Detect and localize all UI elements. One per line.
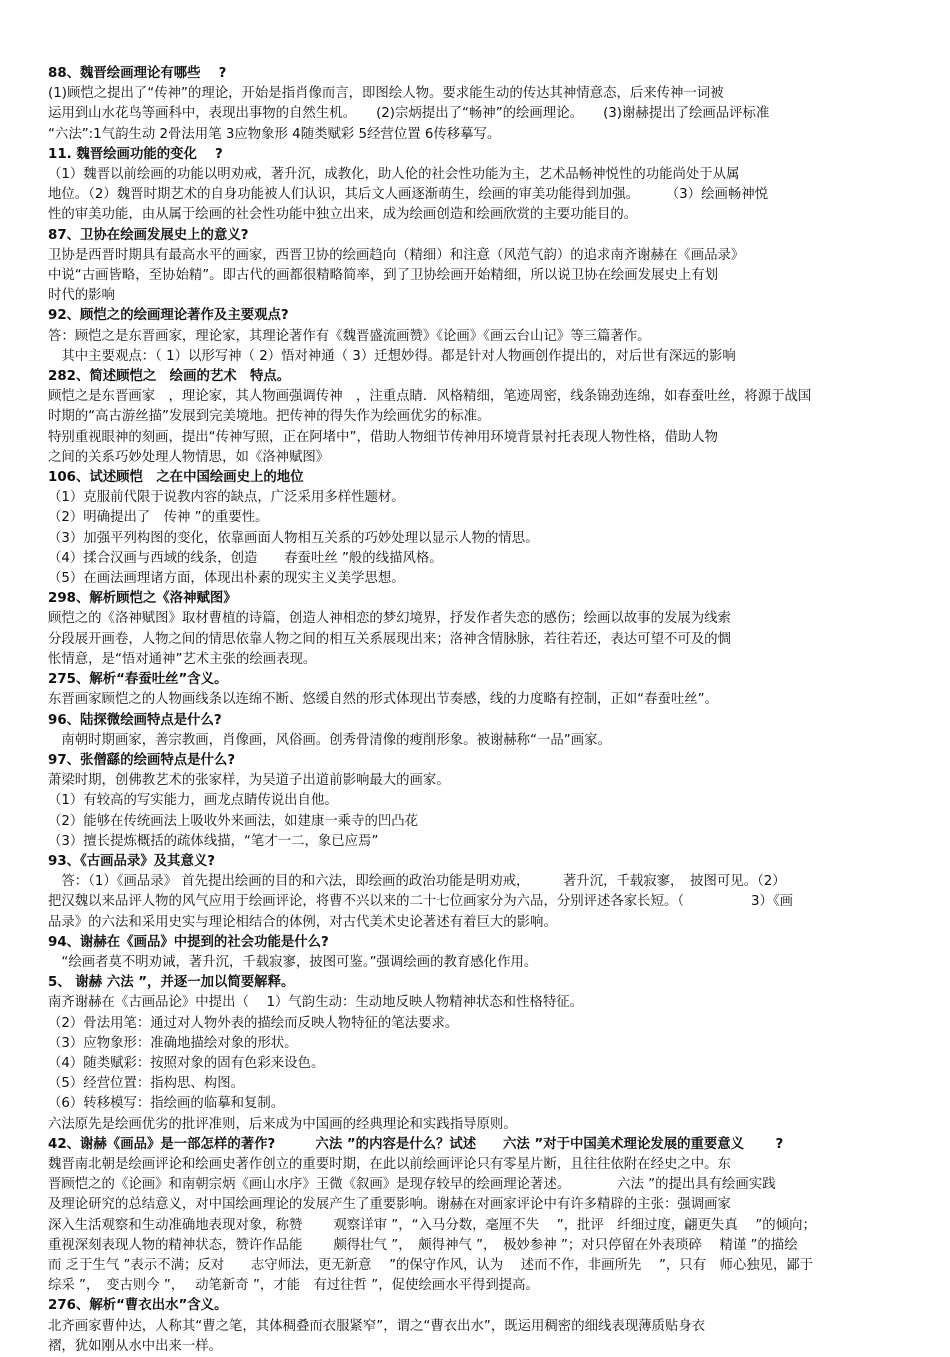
question-heading: 275、解析“春蚕吐丝”含义。 <box>48 672 228 688</box>
question-heading: 93、《古画品录》及其意义? <box>48 853 215 869</box>
body-text-line: （1）有较高的写实能力，画龙点睛传说出自他。 <box>48 793 338 809</box>
body-text-line: 分段展开画卷，人物之间的情思依靠人物之间的相互关系展现出来；洛神含情脉脉，若往若还，表达可望不可及的惆 <box>48 631 731 647</box>
question-heading: 42、谢赫《画品》是一部怎样的著作? 六法 ”的内容是什么？试述 六法 ”对于中国美术理论发展的重要意义 ? <box>48 1136 784 1152</box>
body-text-line: 性的审美功能，由从属于绘画的社会性功能中独立出来，成为绘画创造和绘画欣赏的主要功能目的。 <box>48 207 638 223</box>
question-heading: 96、陆探微绘画特点是什么? <box>48 712 222 728</box>
body-text-line: 而 乏于生气 ”表示不满；反对 志守师法，更无新意 ”的保守作风，认为 述而不作，非画所先 ”，只有 师心独见，鄙于 <box>48 1257 814 1273</box>
body-text-line: 六法原先是绘画优劣的批评准则，后来成为中国画的经典理论和实践指导原则。 <box>48 1116 517 1132</box>
question-heading: 92、顾恺之的绘画理论著作及主要观点? <box>48 308 289 324</box>
body-text-line: 之间的关系巧妙处理人物情思，如《洛神赋图》 <box>48 449 330 465</box>
body-text-line: （3）擅长提炼概括的疏体线描，“笔才一二，象已应焉” <box>48 833 379 849</box>
question-heading: 106、试述顾恺 之在中国绘画史上的地位 <box>48 470 304 486</box>
body-text-line: 晋顾恺之的《论画》和南朝宗炳《画山水序》王微《叙画》是现存较早的绘画理论著述。 六法 ”的提出具有绘画实践 <box>48 1177 776 1193</box>
body-text-line: 魏晋南北朝是绘画评论和绘画史著作创立的重要时期，在此以前绘画评论只有零星片断，且往往依附在经史之中。东 <box>48 1156 731 1172</box>
question-heading: 94、谢赫在《画品》中提到的社会功能是什么? <box>48 934 329 950</box>
question-heading: 282、简述顾恺之 绘画的艺术 特点。 <box>48 369 291 385</box>
body-text-line: (1)顾恺之提出了“传神”的理论，开始是指肖像而言，即图绘人物。要求能生动的传达其神情意态，后来传神一词被 <box>48 86 724 102</box>
body-text-line: 怅情意，是“悟对通神”艺术主张的绘画表现。 <box>48 651 317 667</box>
body-text-line: （1）魏晋以前绘画的功能以明劝戒，著升沉，成教化，助人伦的社会性功能为主，艺术品畅神悦性的功能尚处于从属 <box>48 167 740 183</box>
body-text-line: 南朝时期画家，善宗教画，肖像画，风俗画。创秀骨清像的瘦削形象。被谢赫称“一品”画家。 <box>48 732 611 748</box>
body-text-line: 中说“古画皆略，至协始精”。即古代的画都很精略简率，到了卫协绘画开始精细，所以说卫协在绘画发展史上有划 <box>48 268 719 284</box>
body-text-line: 及理论研究的总结意义，对中国绘画理论的发展产生了重要影响。谢赫在对画家评论中有许多精辟的主张：强调画家 <box>48 1197 731 1213</box>
body-text-line: 顾恺之是东晋画家 ，理论家，其人物画强调传神 ，注重点睛．风格精细，笔迹周密，线条锦劲连绵，如春蚕吐丝，将源于战国 <box>48 389 812 405</box>
body-text-line: 把汉魏以来品评人物的风气应用于绘画评论，将曹不兴以来的二十七位画家分为六品，分别评述各家长短。（ 3）《画 <box>48 894 793 910</box>
body-text-line: （2）明确提出了 传神 ”的重要性。 <box>48 510 269 526</box>
body-text-line: 答：（1）《画品录》 首先提出绘画的目的和六法，即绘画的政治功能是明劝戒， 著升沉，千载寂寥， 披图可见。（2） <box>48 874 786 890</box>
body-text-line: （2）骨法用笔：通过对人物外表的描绘而反映人物特征的笔法要求。 <box>48 1015 459 1031</box>
body-text-line: （4）随类赋彩：按照对象的固有色彩来设色。 <box>48 1055 325 1071</box>
body-text-line: 深入生活观察和生动准确地表现对象，称赞 观察详审 ”，“入马分数，毫厘不失 ”，批评 纤细过度，翩更失真 ”的倾向； <box>48 1217 816 1233</box>
body-text-line: 答：顾恺之是东晋画家，理论家，其理论著作有《魏晋盛流画赞》《论画》《画云台山记》等三篇著作。 <box>48 328 651 344</box>
body-text-line: （5）经营位置：指构思、构图。 <box>48 1076 244 1092</box>
body-text-line: 时代的影响 <box>48 288 115 304</box>
body-text-line: 卫协是西晋时期具有最高水平的画家，西晋卫协的绘画趋向（精细）和注意（风范气韵）的追求南齐谢赫在《画品录》 <box>48 247 745 263</box>
question-heading: 87、卫协在绘画发展史上的意义? <box>48 227 249 243</box>
body-text-line: “绘画者莫不明劝诫，著升沉，千载寂寥，披图可鉴。”强调绘画的教育感化作用。 <box>48 954 538 970</box>
body-text-line: 品录》的六法和采用史实与理论相结合的体例，对古代美术史论著述有着巨大的影响。 <box>48 914 557 930</box>
question-heading: 97、张僧繇的绘画特点是什么? <box>48 752 236 768</box>
body-text-line: （5）在画法画理诸方面，体现出朴素的现实主义美学思想。 <box>48 571 405 587</box>
question-heading: 5、 谢赫 六法 ”，并逐一加以简要解释。 <box>48 975 295 991</box>
question-heading: 298、解析顾恺之《洛神赋图》 <box>48 591 237 607</box>
body-text-line: （1）克服前代限于说教内容的缺点，广泛采用多样性题材。 <box>48 490 405 506</box>
body-text-line: 萧梁时期，创佛教艺术的张家样，为吴道子出道前影响最大的画家。 <box>48 773 450 789</box>
body-text-line: 重视深刻表现人物的精神状态，赞许作品能 颇得壮气 ”， 颇得神气 ”， 极妙参神 ”；对只停留在外表琐碎 精谨 ”的描绘 <box>48 1237 798 1253</box>
body-text-line: 北齐画家曹仲达，人称其“曹之笔，其体稠叠而衣服紧窄”，谓之“曹衣出水”，既运用稠密的细线表现薄质贴身衣 <box>48 1318 706 1334</box>
body-text-line: 顾恺之的《洛神赋图》取材曹植的诗篇，创造人神相恋的梦幻境界，抒发作者失恋的感伤；绘画以故事的发展为线索 <box>48 611 731 627</box>
document-body <box>48 64 908 1357</box>
body-text-line: 时期的“高古游丝描”发展到完美境地。把传神的得失作为绘画优劣的标准。 <box>48 409 491 425</box>
body-text-line: 东晋画家顾恺之的人物画线条以连绵不断、悠缓自然的形式体现出节奏感，线的力度略有控制，正如“春蚕吐丝”。 <box>48 692 719 708</box>
body-text-line: 其中主要观点：（ 1）以形写神（ 2）悟对神通（ 3）迁想妙得。都是针对人物画创作提出的，对后世有深远的影响 <box>48 348 736 364</box>
body-text-line: 特别重视眼神的刻画，提出“传神写照，正在阿堵中”，借助人物细节传神用环境背景衬托表现人物性格，借助人物 <box>48 429 719 445</box>
body-text-line: “六法”:1气韵生动 2骨法用笔 3应物象形 4随类赋彩 5经营位置 6传移摹写。 <box>48 126 501 142</box>
body-text-line: 南齐谢赫在《古画品论》中提出（ 1）气韵生动：生动地反映人物精神状态和性格特征。 <box>48 995 584 1011</box>
body-text-line: 地位。（2）魏晋时期艺术的自身功能被人们认识，其后文人画逐渐萌生，绘画的审美功能得到加强。 （3）绘画畅神悦 <box>48 187 769 203</box>
body-text-line: 运用到山水花鸟等画科中，表现出事物的自然生机。 (2)宗炳提出了“畅神”的绘画理论。 (3)谢赫提出了绘画品评标准 <box>48 106 770 122</box>
body-text-line: （4）揉合汉画与西域的线条，创造 春蚕吐丝 ”般的线描风格。 <box>48 550 443 566</box>
question-heading: 88、魏晋绘画理论有哪些 ? <box>48 66 227 81</box>
body-text-line: 褶，犹如刚从水中出来一样。 <box>48 1338 223 1354</box>
body-text-line: （3）应物象形：准确地描绘对象的形状。 <box>48 1035 298 1051</box>
body-text-line: （3）加强平列构图的变化，依靠画面人物相互关系的巧妙处理以显示人物的情思。 <box>48 530 539 546</box>
question-heading: 276、解析“曹衣出水”含义。 <box>48 1298 228 1314</box>
body-text-line: 综采 ”， 变古则今 ”， 动笔新奇 ”，才能 有过往哲 ”，促使绘画水平得到提高。 <box>48 1278 539 1294</box>
body-text-line: （2）能够在传统画法上吸收外来画法，如建康一乘寺的凹凸花 <box>48 813 419 829</box>
body-text-line: （6）转移模写：指绘画的临摹和复制。 <box>48 1096 285 1112</box>
question-heading: 11. 魏晋绘画功能的变化 ? <box>48 146 223 162</box>
